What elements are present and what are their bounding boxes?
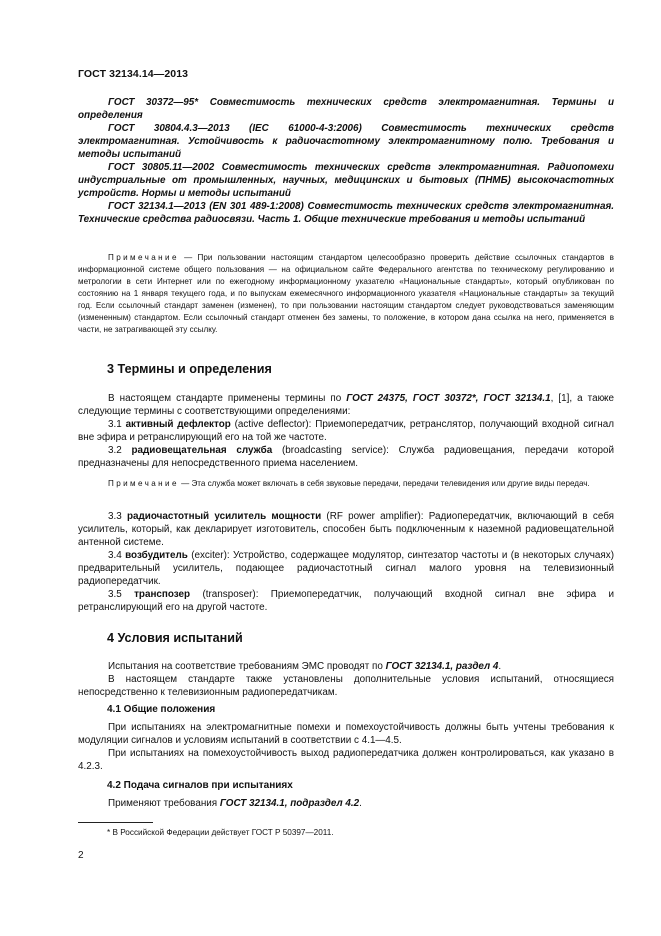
terms-continued	[78, 510, 614, 614]
note-broadcast	[78, 478, 614, 490]
term-name: радиовещательная служба	[131, 445, 273, 456]
footnote-divider	[78, 822, 153, 823]
term-name: транспозер	[134, 589, 191, 600]
section-3-title: 3 Термины и определения	[107, 362, 272, 376]
footnote: * В Российской Федерации действует ГОСТ Р 50397—2011.	[107, 828, 334, 837]
normative-references	[78, 96, 614, 226]
subsection-4-2-ref: ГОСТ 32134.1, подраздел 4.2	[219, 798, 360, 809]
term-3-1: 3.1 активный дефлектор (active deflector): Приемопередатчик, ретранслятор, получающий входной сигнал вне эфира и ретранслирующий его на той же частоте.	[78, 419, 614, 443]
note-label: Примечание	[108, 479, 179, 488]
note-references	[78, 252, 614, 336]
running-header: ГОСТ 32134.14—2013	[78, 68, 189, 80]
section-4-body	[78, 660, 614, 699]
term-3-5: 3.5 транспозер (transposer): Приемопередатчик, получающий входной сигнал вне эфира и ретранслирующий его на другой частоте.	[78, 589, 614, 613]
note-label: Примечание	[108, 253, 179, 262]
term-3-2: 3.2 радиовещательная служба (broadcasting service): Служба радиовещания, передачи которой предназначены для непосредственного приема населением.	[78, 445, 614, 469]
subsection-4-1-title: 4.1 Общие положения	[107, 704, 216, 715]
subsection-4-1-para-2: При испытаниях на помехоустойчивость выход радиопередатчика должен контролироваться, как указано в 4.2.3.	[78, 748, 614, 772]
subsection-4-1-para-1: При испытаниях на электромагнитные помехи и помехоустойчивость должны быть учтены требования к модуляции сигналов и условиям испытаний в соответствии с 4.1—4.5.	[78, 722, 614, 746]
section-3-body	[78, 392, 614, 470]
section-4-ref: ГОСТ 32134.1, раздел 4	[385, 661, 499, 672]
reference-item: ГОСТ 30805.11—2002 Совместимость технических средств электромагнитная. Радиопомехи индустриальные от промышленных, научных, медицинских и бытовых (ПНМБ) высокочастотных устройств. Нормы и методы испытаний	[78, 162, 614, 199]
section-4-para-2: В настоящем стандарте также установлены дополнительные условия испытаний, относящиеся непосредственно к телевизионным радиопередатчикам.	[78, 674, 614, 698]
intro-refs: ГОСТ 24375, ГОСТ 30372*, ГОСТ 32134.1	[346, 393, 551, 404]
section-4-title: 4 Условия испытаний	[107, 631, 243, 645]
term-name: активный дефлектор	[125, 419, 231, 430]
term-3-3: 3.3 радиочастотный усилитель мощности (RF power amplifier): Радиопередатчик, включающий в себя усилитель, который, как декларирует изготовитель, способен быть подключенным к наземной радиовещательной антенной системе.	[78, 511, 614, 548]
subsection-4-1-body	[78, 721, 614, 773]
reference-item: ГОСТ 32134.1—2013 (EN 301 489-1:2008) Совместимость технических средств электромагнитная. Технические средства радиосвязи. Часть 1. Общие технические требования и методы испытаний	[78, 201, 614, 225]
page-number: 2	[78, 850, 84, 861]
note-text: — При пользовании настоящим стандартом целесообразно проверить действие ссылочных стандартов в информационной системе общего пользования — на официальном сайте Федерального агентства по техническому регулированию и метрологии в сети Интернет или по ежегодному информационному указателю «Национальные стандарты», который опубликован по состоянию на 1 января текущего года, и по выпускам ежемесячного информационного указателя «Национальные стандарты» за текущий год. Если ссылочный стандарт заменен (изменен), то при пользовании настоящим стандартом следует руководствоваться заменяющим (измененным) стандартом. Если ссылочный стандарт отменен без замены, то положение, в котором дана ссылка на него, применяется в части, не затрагивающей эту ссылку.	[78, 253, 614, 334]
term-3-4: 3.4 возбудитель (exciter): Устройство, содержащее модулятор, синтезатор частоты и (в некоторых случаях) предварительный усилитель, подающее радиочастотный сигнал малого уровня на телевизионный радиопередатчик.	[78, 550, 614, 587]
note-text: — Эта служба может включать в себя звуковые передачи, передачи телевидения или другие виды передач.	[178, 479, 590, 488]
subsection-4-2-title: 4.2 Подача сигналов при испытаниях	[107, 780, 293, 791]
reference-item: ГОСТ 30804.4.3—2013 (IEC 61000-4-3:2006) Совместимость технических средств электромагнитная. Устойчивость к радиочастотному электромагнитному полю. Требования и методы испытаний	[78, 123, 614, 160]
term-name: возбудитель	[125, 550, 188, 561]
subsection-4-2-para: Применяют требования ГОСТ 32134.1, подраздел 4.2.	[108, 798, 362, 809]
section-3-intro: В настоящем стандарте применены термины по ГОСТ 24375, ГОСТ 30372*, ГОСТ 32134.1, [1], а также следующие термины с соответствующими определениями:	[78, 393, 615, 417]
reference-item: ГОСТ 30372—95* Совместимость технических средств электромагнитная. Термины и определения	[78, 97, 614, 121]
section-4-para-1: Испытания на соответствие требованиям ЭМС проводят по ГОСТ 32134.1, раздел 4.	[108, 661, 502, 672]
term-name: радиочастотный усилитель мощности	[126, 511, 322, 522]
subsection-4-2-body	[78, 797, 614, 810]
